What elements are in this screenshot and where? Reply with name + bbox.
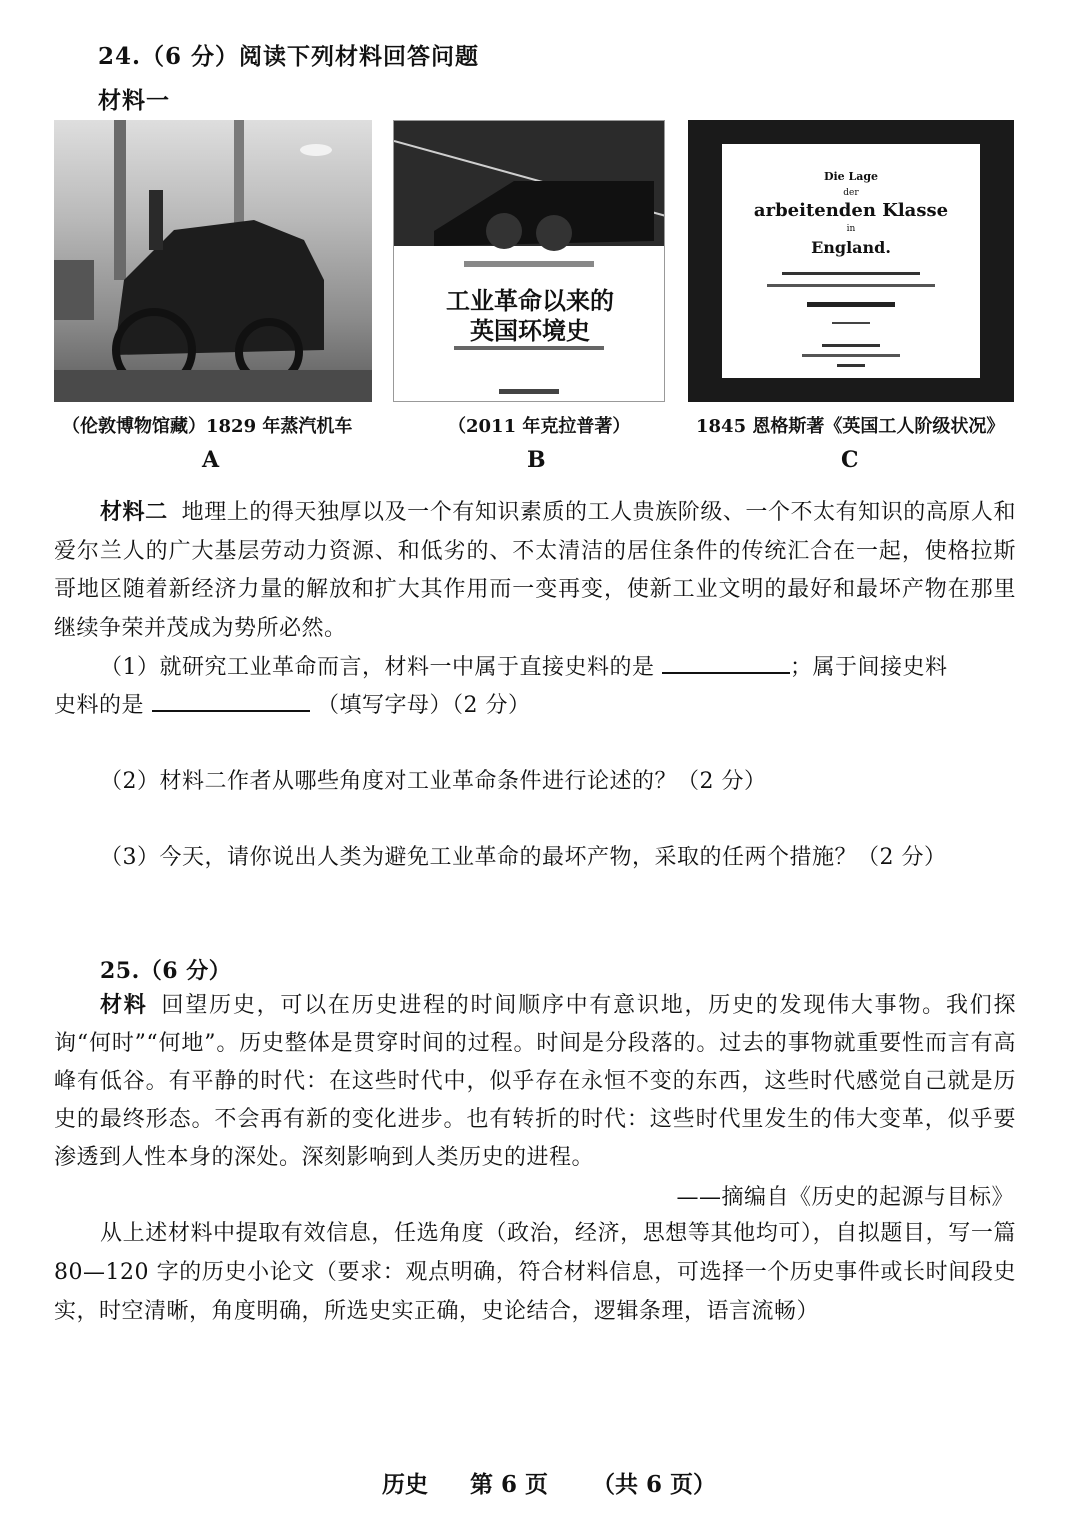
question-25-material [54, 986, 1016, 1177]
cover-line-4: in [846, 224, 856, 234]
cover-line-2: der [843, 188, 859, 198]
steam-locomotive-photo [54, 120, 372, 402]
question-25-task: 从上述材料中提取有效信息，任选角度（政治，经济，思想等其他均可），自拟题目，写一篇 80—120 字的历史小论文（要求：观点明确，符合材料信息，可选择一个历史事件或长时间段史实，时空清晰，角度明确，所选史实正确，史论结合，逻辑条理，语言流畅） [54, 1221, 1016, 1324]
question-25-material-label: 材料 [100, 992, 148, 1018]
sub-question-1-text-a: （1）就研究工业革命而言，材料一中属于直接史料的是 [100, 655, 655, 680]
letter-c: C [841, 447, 859, 473]
footer-subject: 历史 [382, 1471, 428, 1498]
question-25-material-text: 回望历史，可以在历史进程的时间顺序中有意识地，历史的发现伟大事物。我们探询“何时”“何地”。历史整体是贯穿时间的过程。时间是分段落的。过去的事物就重要性而言有高峰有低谷。有平静的时代：在这些时代中，似乎存在永恒不变的东西，这些时代感觉自己就是历史的最终形态。不会再有新的变化进步。也有转折的时代：这些时代里发生的伟大变革，似乎要渗透到人性本身的深处。深刻影响到人类历史的进程。 [54, 993, 1016, 1170]
sub-question-1-text-b: ；属于间接史料 [790, 655, 948, 680]
cover-line-1: Die Lage [823, 170, 879, 183]
sub-question-3: （3）今天，请你说出人类为避免工业革命的最坏产物，采取的任两个措施？（2 分） [100, 845, 947, 870]
material-2-paragraph [54, 493, 1016, 648]
caption-b: （2011 年克拉普著） [448, 416, 631, 437]
footer-page-number: 第 6 页 [470, 1471, 549, 1498]
caption-c: 1845 恩格斯著《英国工人阶级状况》 [696, 416, 1005, 437]
material-attribution: ——摘编自《历史的起源与目标》 [676, 1185, 1014, 1210]
sub-question-1-text-c: 史料的是 [54, 693, 145, 718]
material-1-label: 材料一 [98, 87, 170, 114]
material-2-text: 地理上的得天独厚以及一个有知识素质的工人贵族阶级、一个不太有知识的高原人和爱尔兰人的广大基层劳动力资源、和低劣的、不太清洁的居住条件的传统汇合在一起，使格拉斯哥地区随着新经济力量的解放和扩大其作用而一变再变，使新工业文明的最好和最坏产物在那里继续争荣并茂成为势所必然。 [54, 500, 1016, 641]
cover-line-3: arbeitenden Klasse [753, 200, 949, 221]
sub-question-1-line1 [100, 650, 948, 681]
sub-question-2: （2）材料二作者从哪些角度对工业革命条件进行论述的？（2 分） [100, 769, 767, 794]
letter-a: A [202, 447, 220, 473]
material-2-label: 材料二 [100, 499, 168, 525]
title-page-paper [722, 144, 980, 378]
answer-blank-direct[interactable] [662, 652, 790, 674]
caption-a: （伦敦博物馆藏）1829 年蒸汽机车 [62, 416, 353, 437]
environment-history-book-cover [393, 120, 665, 402]
sub-question-1-line2 [54, 688, 531, 719]
cover-line-5: England. [811, 238, 891, 257]
letter-b: B [527, 447, 546, 473]
book-cover-title-line2: 英国环境史 [470, 316, 590, 345]
engels-book-title-page [688, 120, 1014, 402]
sub-question-1-text-d: （填写字母）（2 分） [317, 693, 531, 718]
question-24-title: 24.（6 分）阅读下列材料回答问题 [98, 43, 480, 70]
question-25-title: 25.（6 分） [100, 958, 232, 984]
footer-total-pages: （共 6 页） [592, 1471, 717, 1498]
book-cover-title-line1: 工业革命以来的 [446, 286, 614, 315]
answer-blank-indirect[interactable] [152, 690, 310, 712]
